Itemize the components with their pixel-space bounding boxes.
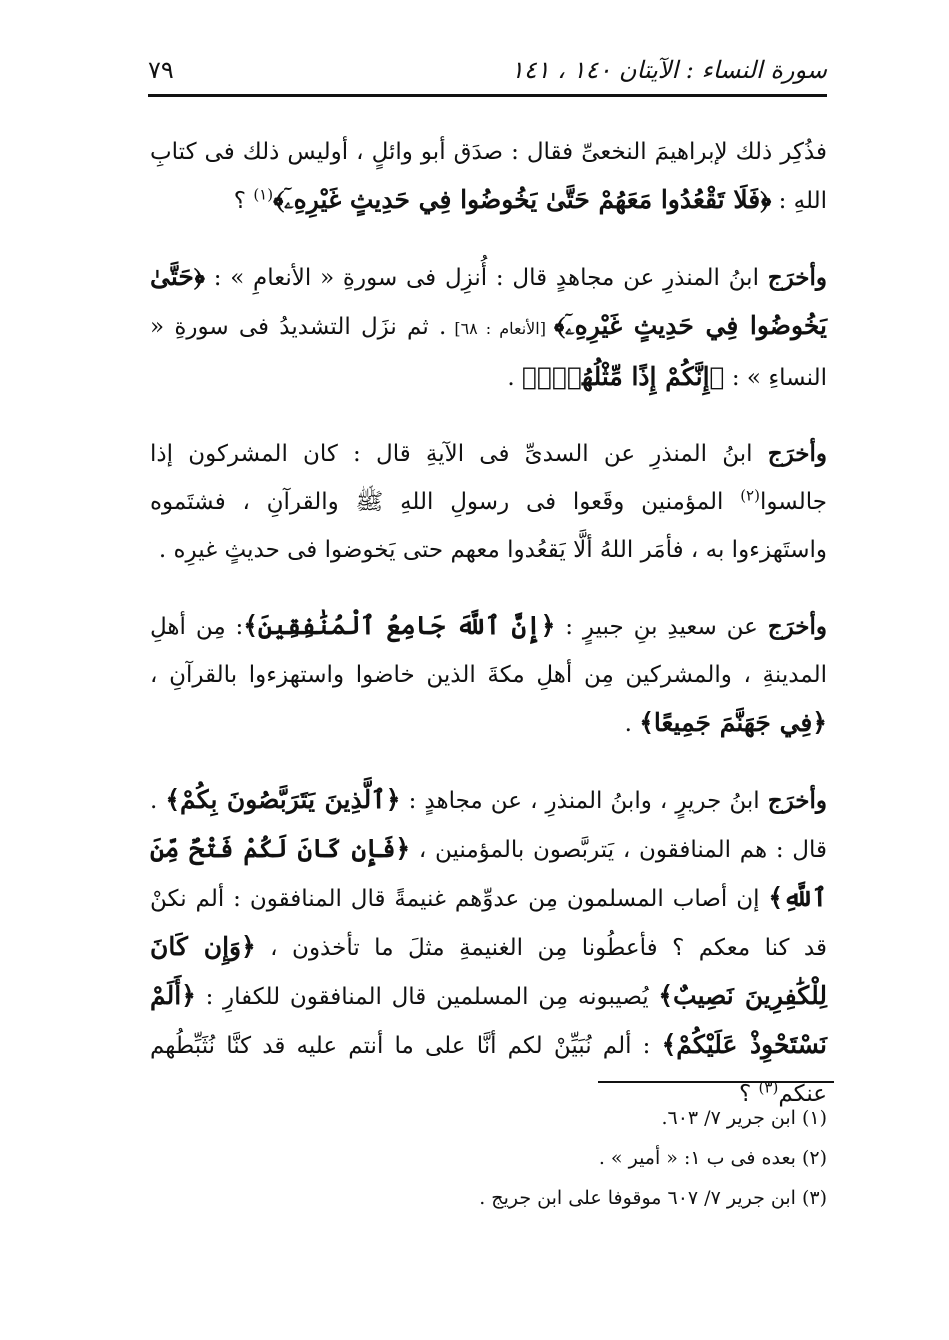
quran-quote: ﴿إِنَّ ٱللَّهَ جَامِعُ ٱلْمُنَٰفِقِينَ﴾ bbox=[243, 611, 556, 640]
text: ابنُ المنذرِ عن السدىِّ فى الآيةِ قال : كان المشركون إذا جالسوا bbox=[150, 441, 827, 515]
footnote-rule bbox=[598, 1081, 834, 1083]
text: فذُكِر ذلك لإبراهيمَ النخعىِّ فقال : صدَق أبو وائلٍ ، أوليس ذلك فى كتابِ اللهِ : bbox=[150, 139, 827, 214]
quran-quote: ﴿إِنَّكُمْ إِذًا مِّثْلُهُمْۗ﴾ bbox=[522, 362, 725, 391]
quran-quote: ﴿حَتَّىٰ يَخُوضُوا فِي حَدِيثٍ غَيْرِهِۦٓ﴾ bbox=[150, 262, 828, 340]
paragraph-2 bbox=[150, 253, 827, 402]
lead-word: وأخرَج bbox=[767, 613, 828, 640]
text: . bbox=[624, 711, 640, 737]
footnote-3: (٣) ابن جرير ٧/ ٦٠٧ موقوفا على ابن جريج . bbox=[479, 1187, 827, 1209]
quran-quote: ﴿فَإِن كَانَ لَكُمْ فَتْحٌ مِّنَ ٱللَّهِ﴾ bbox=[150, 834, 827, 912]
text: . bbox=[507, 365, 523, 391]
quran-quote: ﴿فِي جَهَنَّمَ جَمِيعًا﴾ bbox=[639, 708, 827, 737]
paragraph-1 bbox=[150, 128, 827, 225]
lead-word: وأخرَج bbox=[767, 264, 827, 291]
text: ابنُ جريرٍ ، وابنُ المنذرِ ، عن مجاهدٍ : bbox=[400, 788, 768, 814]
text: ؟ bbox=[233, 188, 254, 214]
text: يُصيبونه مِن المسلمين قال المنافقون للكفارِ : bbox=[195, 984, 659, 1010]
main-text bbox=[150, 128, 827, 1146]
footnote-marker: (٢) bbox=[740, 486, 760, 505]
text: ؟ bbox=[739, 1081, 759, 1107]
text: . قال : هم المنافقون ، يَتربَّصون بالمؤمنين ، bbox=[150, 788, 828, 863]
header-rule bbox=[148, 94, 827, 97]
footnote-marker: (٣) bbox=[758, 1078, 779, 1097]
footnote-2: (٢) بعده فى ب ١: « أمير » . bbox=[598, 1147, 827, 1169]
footnotes bbox=[150, 1098, 827, 1218]
text: : ألم نُبَيِّنْ لكم أنَّا على ما أنتم عليه قد كنَّا نُثَبِّطُهم عنكم bbox=[150, 1033, 827, 1107]
verse-reference: [الأنعام : ٦٨] bbox=[446, 319, 555, 338]
quran-quote: ﴿وَإِن كَانَ لِلْكَٰفِرِينَ نَصِيبٌ﴾ bbox=[150, 932, 828, 1010]
running-header bbox=[148, 52, 827, 92]
footnote-marker: (١) bbox=[253, 185, 274, 204]
paragraph-5 bbox=[150, 776, 827, 1118]
text: عن سعيدِ بنِ جبيرٍ : bbox=[555, 614, 768, 640]
text: : مِن أهلِ المدينةِ ، والمشركين مِن أهلِ مكةَ الذين خاضوا واستهزءوا بالقرآنِ ، bbox=[150, 614, 827, 688]
text: المؤمنين وقَعوا فى رسولِ اللهِ ﷺ والقرآنِ ، فشتَموه واستَهزءوا به ، فأمَر اللهُ ألَّا يَقعُدوا معهم حتى يَخوضوا فى حديثٍ غيرِه . bbox=[150, 489, 827, 563]
text: . ثم نزَل التشديدُ فى سورةِ « النساءِ » : bbox=[150, 314, 827, 391]
footnote-1: (١) ابن جرير ٧/ ٦٠٣. bbox=[661, 1107, 827, 1129]
paragraph-4 bbox=[150, 602, 827, 748]
lead-word: وأخرَج bbox=[767, 440, 827, 467]
header-title: سورة النساء : الآيتان ١٤٠ ، ١٤١ bbox=[510, 56, 827, 84]
lead-word: وأخرَج bbox=[767, 787, 827, 814]
paragraph-3 bbox=[150, 430, 827, 574]
quran-quote: ﴿أَلَمْ نَسْتَحْوِذْ عَلَيْكُمْ﴾ bbox=[150, 981, 827, 1059]
quran-quote: ﴿فَلَا تَقْعُدُوا مَعَهُمْ حَتَّىٰ يَخُوضُوا فِي حَدِيثٍ غَيْرِهِۦٓ﴾ bbox=[273, 185, 772, 214]
quran-quote: ﴿ٱلَّذِينَ يَتَرَبَّصُونَ بِكُمْ﴾ bbox=[165, 785, 401, 814]
text: إن أصاب المسلمون مِن عدوِّهم غنيمةً قال المنافقون : ألم نكنْ قد كنا معكم ؟ فأعطُونا مِن الغنيمةِ مثلَ ما تأخذون ، bbox=[150, 886, 827, 961]
page-number: ٧٩ bbox=[148, 56, 174, 84]
text: ابنُ المنذرِ عن مجاهدٍ قال : أُنزِل فى سورةِ « الأنعامِ » : bbox=[204, 265, 768, 291]
